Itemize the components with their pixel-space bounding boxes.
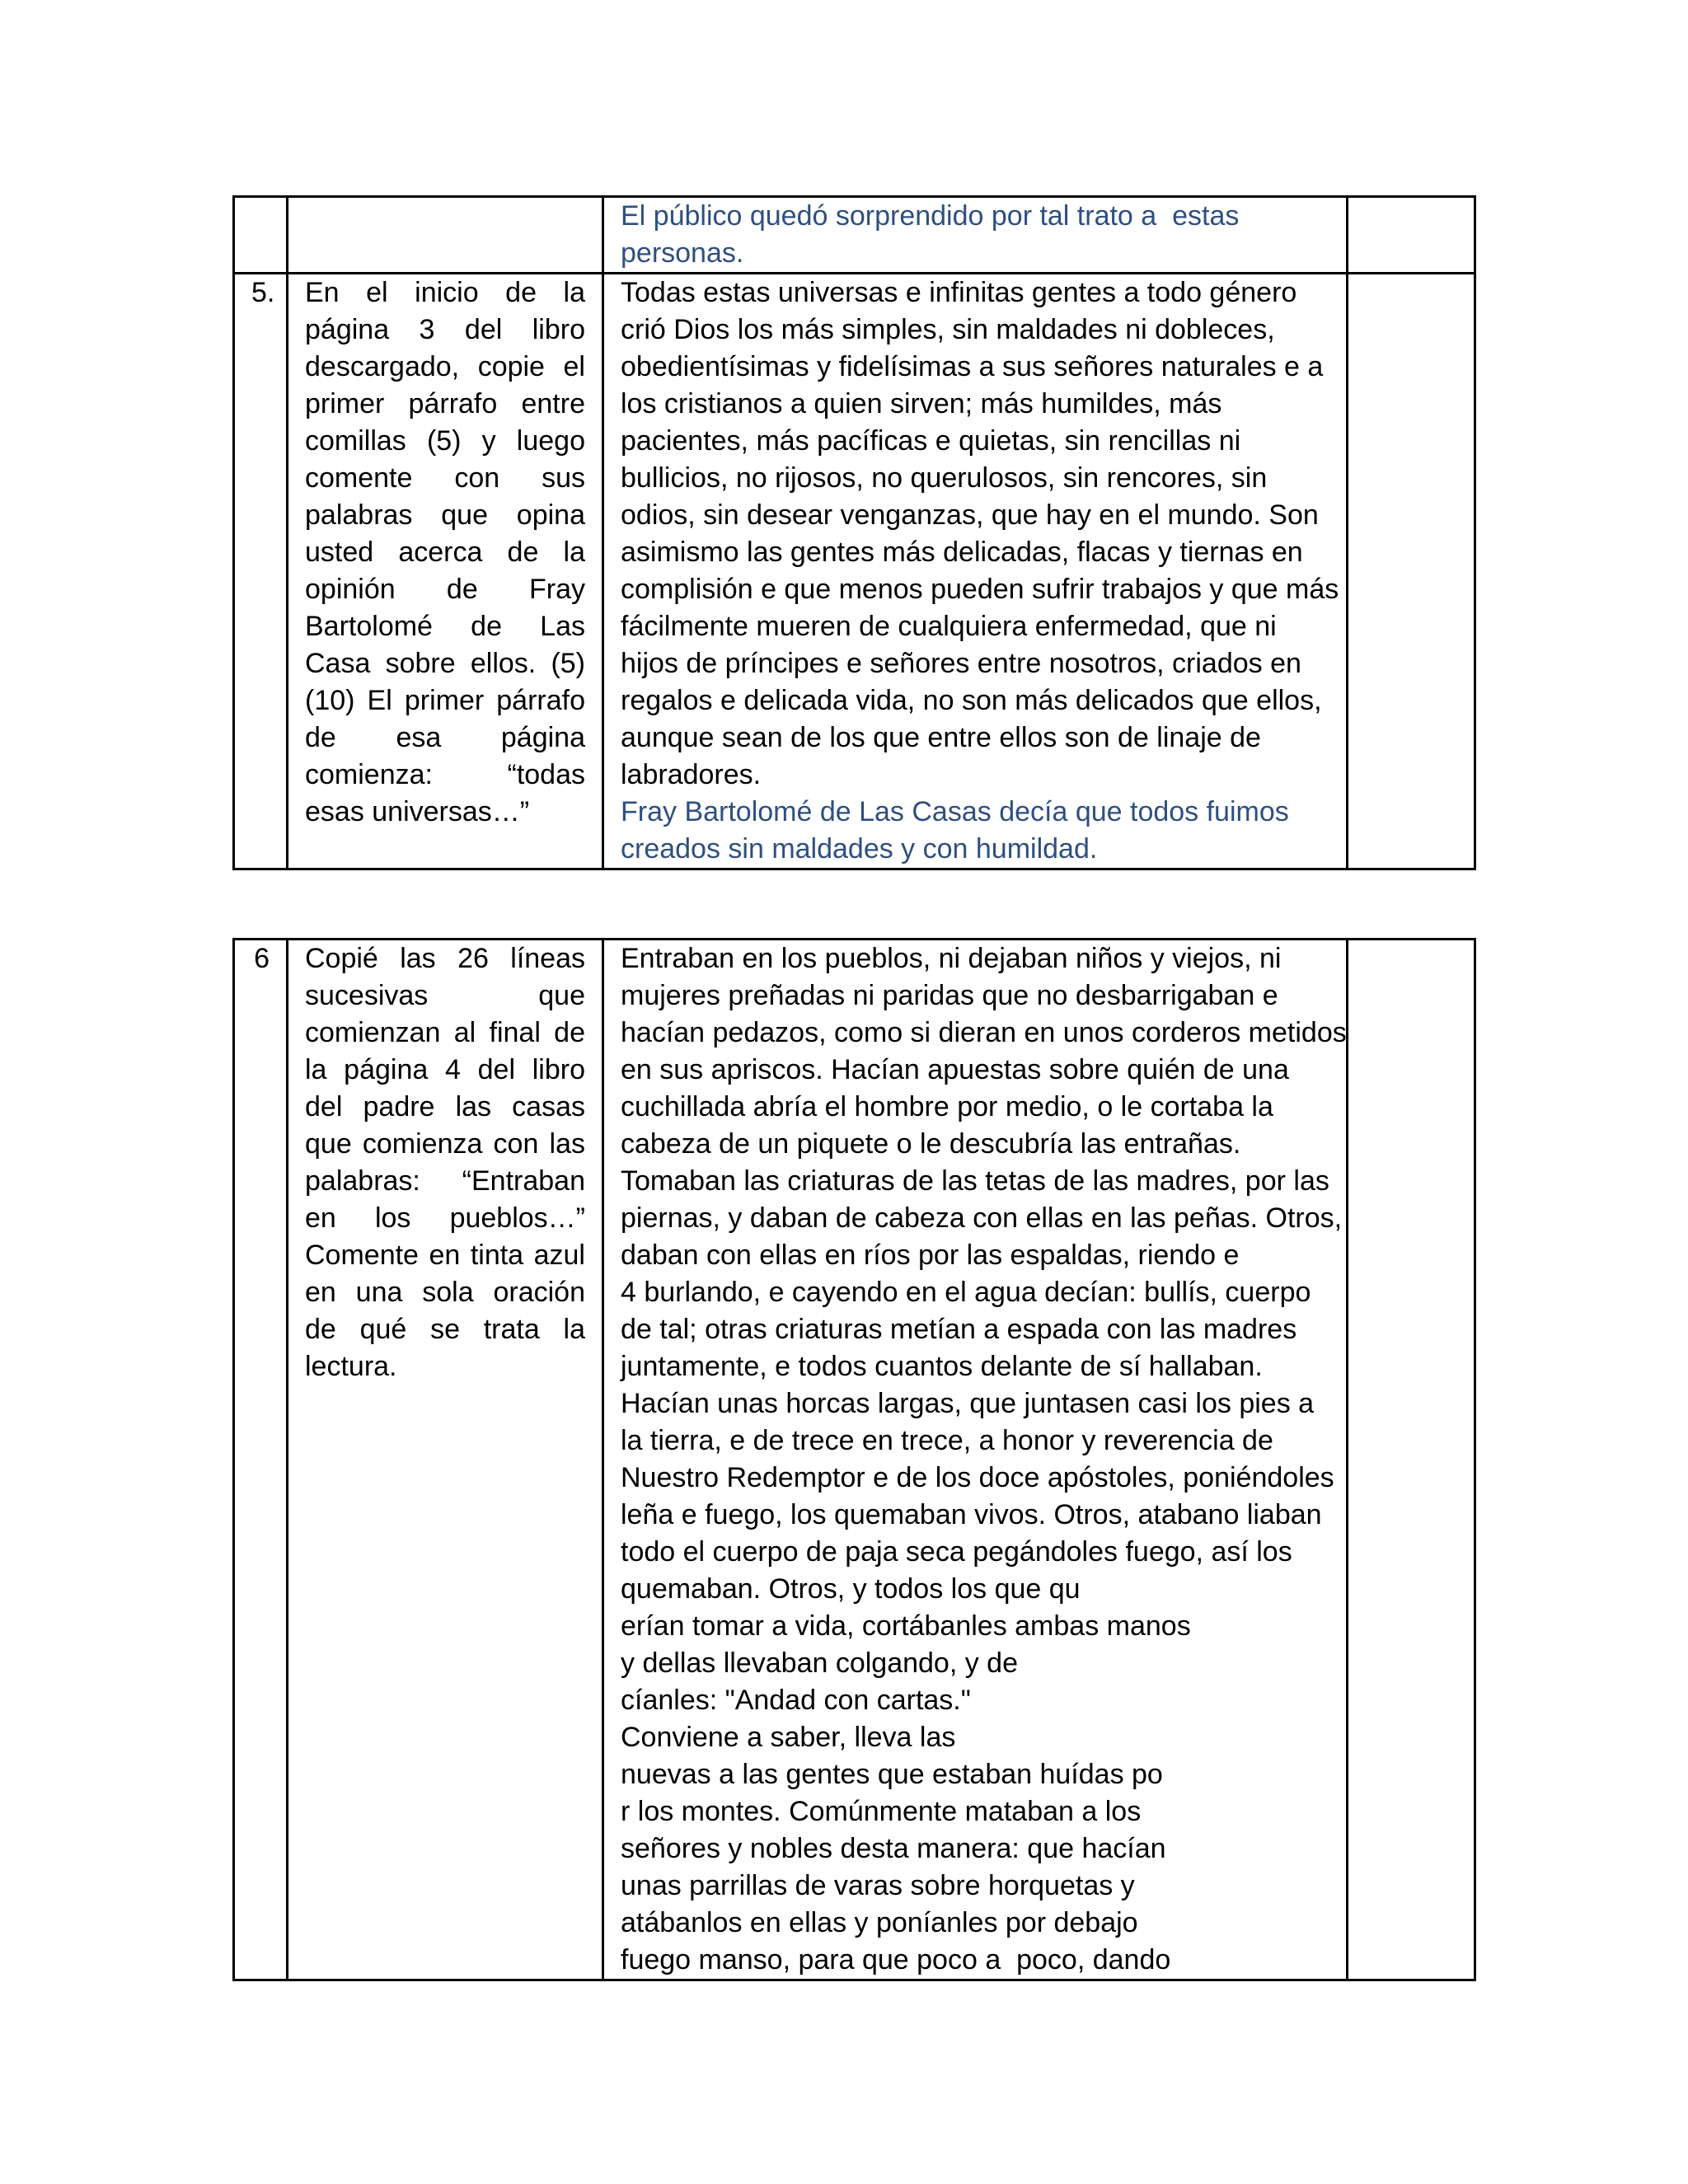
text-line: y dellas llevaban colgando, y de [621,1647,1018,1679]
text-line: todo el cuerpo de paja seca pegándoles fuego, así los [621,1536,1292,1568]
text-line: Hacían unas horcas largas, que juntasen casi los pies a [621,1388,1315,1419]
text-line: señores y nobles desta manera: que hacían [621,1833,1166,1864]
text-line: obedientísimas y fidelísimas a sus señores naturales e a [621,351,1324,382]
comment-text [621,794,1329,868]
answer-cell [603,940,1348,1980]
text-line: daban con ellas en ríos por las espaldas, riendo e [621,1240,1240,1271]
text-line: la tierra, e de trece en trece, a honor y reverencia de [621,1425,1273,1456]
text-line: mujeres preñadas ni paridas que no desbarrigaban e [621,980,1278,1011]
question-cell: Copié las 26 líneas sucesivas que comienzan al final de la página 4 del libro del padre las casas que comienza con las palabras: “Entraban en los pueblos…” Comente en tinta azul en una sola oración de qué se trata la lectura. [288,940,603,1980]
table-row [234,940,1475,1980]
text-line: asimismo las gentes más delicadas, flacas y tiernas en [621,537,1303,568]
text-line: los cristianos a quien sirven; más humildes, más [621,388,1222,419]
text-line: piernas, y daban de cabeza con ellas en las peñas. Otros, [621,1202,1343,1234]
text-line: odios, sin desear venganzas, que hay en el mundo. Son [621,499,1319,531]
table-question-6 [232,938,1476,1981]
text-line: nuevas a las gentes que estaban huídas po [621,1759,1163,1790]
text-line: regalos e delicada vida, no son más delicados que ellos, [621,685,1322,716]
grade-cell [1348,940,1475,1980]
text-line: hacían pedazos, como si dieran en unos corderos metidos [621,1017,1347,1048]
text-line: Todas estas universas e infinitas gentes a todo género [621,277,1297,308]
quoted-paragraph [621,274,1339,794]
text-line: r los montes. Comúnmente mataban a los [621,1796,1142,1827]
text-line: Entraban en los pueblos, ni dejaban niños y viejos, ni [621,943,1282,974]
text-line: fácilmente mueren de cualquiera enfermedad, que ni [621,611,1277,642]
table-row [234,274,1475,869]
text-line: Conviene a saber, lleva las [621,1722,956,1753]
row-number-cell [234,197,288,274]
table-question-5 [232,195,1476,870]
grade-cell [1348,274,1475,869]
text-line: erían tomar a vida, cortábanles ambas manos [621,1610,1191,1642]
text-line: crió Dios los más simples, sin maldades ni dobleces, [621,314,1275,345]
text-line: atábanlos en ellas y poníanles por debajo [621,1907,1138,1938]
text-line: en sus apriscos. Hacían apuestas sobre quién de una [621,1054,1289,1085]
text-line: fuego manso, para que poco a poco, dando [621,1944,1171,1975]
question-cell [288,197,603,274]
text-line: Tomaban las criaturas de las tetas de las madres, por las [621,1165,1329,1197]
text-line: bullicios, no rijosos, no querulosos, sin rencores, sin [621,462,1268,494]
answer-cell [603,197,1348,274]
text-line: cíanles: "Andad con cartas." [621,1685,971,1716]
text-line: pacientes, más pacíficas e quietas, sin rencillas ni [621,425,1241,457]
row-number-cell: 5. [234,274,288,869]
text-line: complisión e que menos pueden sufrir trabajos y que más [621,574,1339,605]
row-number-cell: 6 [234,940,288,1980]
text-line: cuchillada abría el hombre por medio, o le cortaba la [621,1091,1273,1122]
text-line: Nuestro Redemptor e de los doce apóstoles, poniéndoles [621,1462,1334,1493]
answer-cell [603,274,1348,869]
text-line: El público quedó sorprendido por tal trato a estas [621,200,1240,232]
text-line: leña e fuego, los quemaban vivos. Otros, atabano liaban [621,1499,1322,1530]
text-line: aunque sean de los que entre ellos son de linaje de [621,722,1261,753]
text-line: quemaban. Otros, y todos los que qu [621,1573,1081,1605]
question-cell: En el inicio de la página 3 del libro descargado, copie el primer párrafo entre comillas (5) y luego comente con sus palabras que opina usted acerca de la opinión de Fray Bartolomé de Las Casa sobre ellos. (5) (10) El primer párrafo de esa página comienza: “todas esas universas…” [288,274,603,869]
table-row [234,197,1475,274]
text-line: juntamente, e todos cuantos delante de sí hallaban. [621,1351,1263,1382]
text-line: unas parrillas de varas sobre horquetas y [621,1870,1135,1901]
text-line: personas. [621,237,744,269]
text-line: hijos de príncipes e señores entre nosotros, criados en [621,648,1301,679]
quoted-paragraph [621,940,1347,1979]
grade-cell [1348,197,1475,274]
text-line: creados sin maldades y con humildad. [621,833,1098,865]
text-line: 4 burlando, e cayendo en el agua decían: bullís, cuerpo [621,1277,1311,1308]
text-line: Fray Bartolomé de Las Casas decía que todos fuimos [621,796,1289,827]
text-line: labradores. [621,759,762,790]
comment-text [621,198,1329,272]
text-line: cabeza de un piquete o le descubría las entrañas. [621,1128,1241,1160]
text-line: de tal; otras criaturas metían a espada con las madres [621,1314,1297,1345]
